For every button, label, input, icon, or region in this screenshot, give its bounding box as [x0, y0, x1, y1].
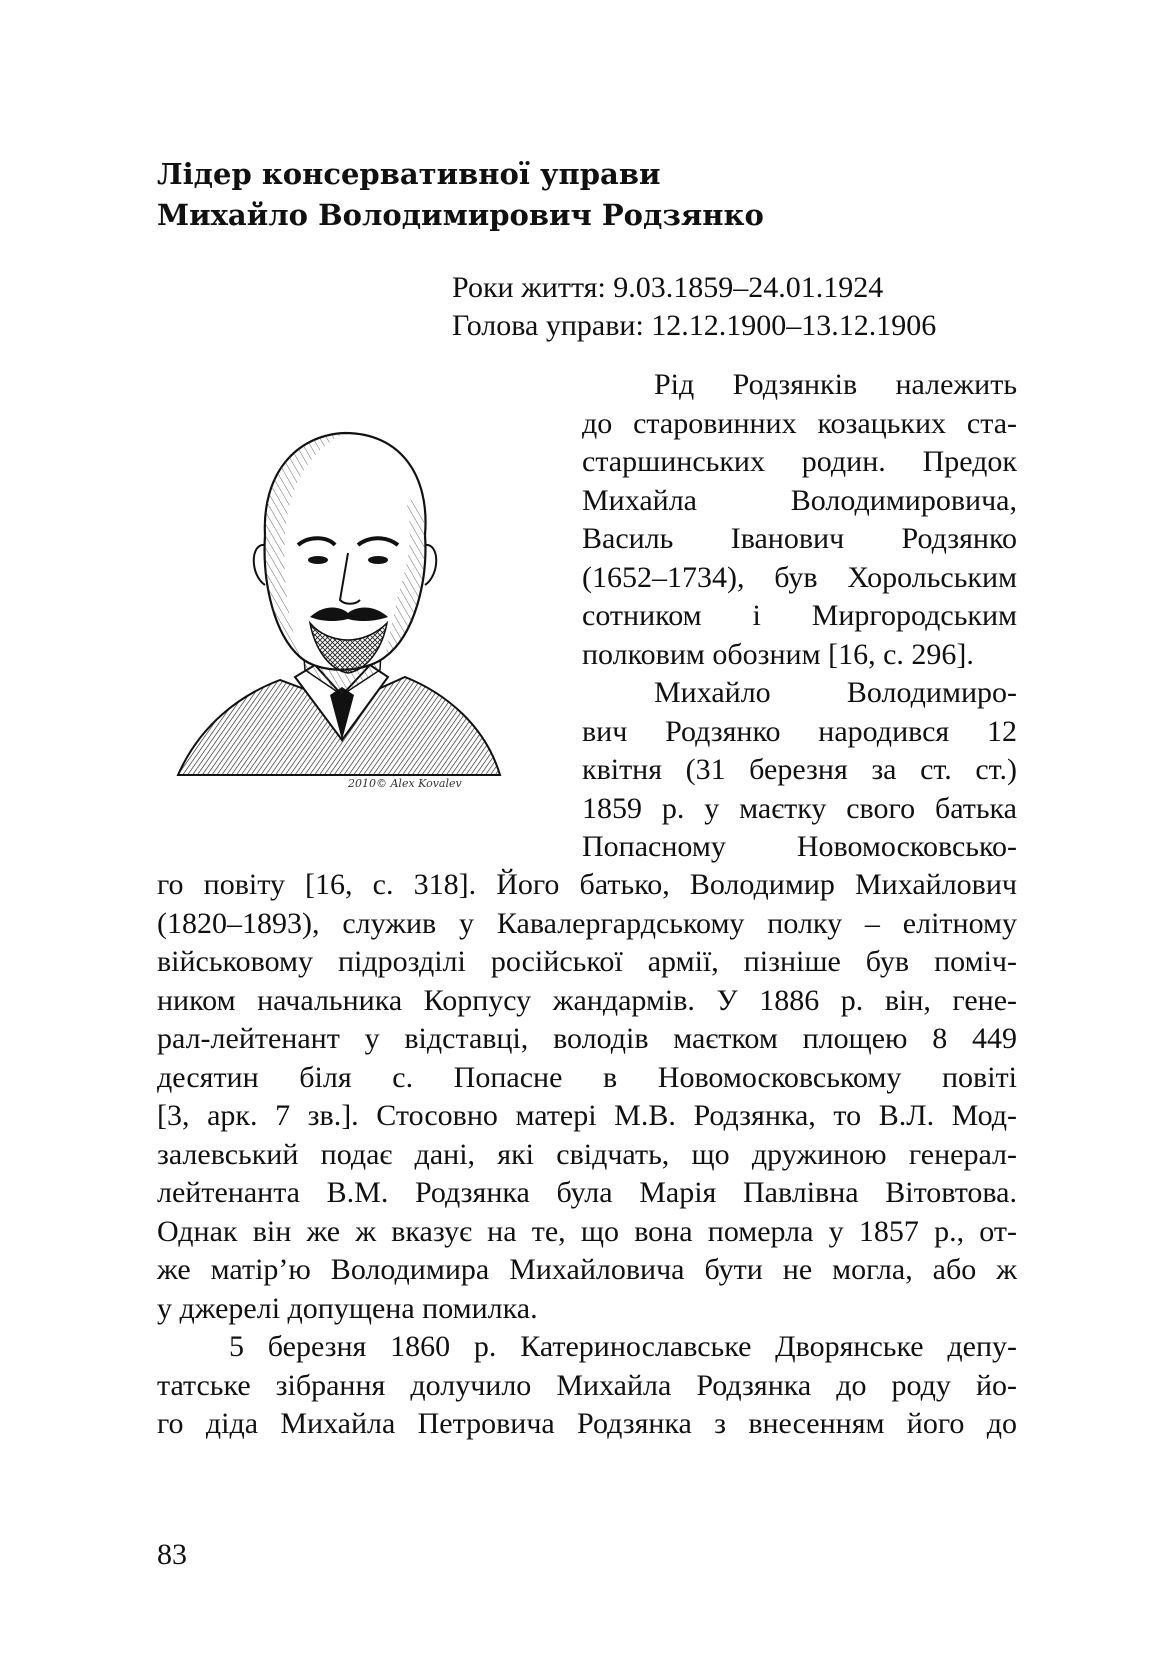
paragraph-2-side	[582, 674, 1017, 867]
text-line: же матір’ю Володимира Михайловича бути не могла, або ж	[157, 1253, 1017, 1286]
text-line: го діда Михайла Петровича Родзянка з внесенням його до	[157, 1407, 1017, 1440]
text-line: татське зібрання долучило Михайла Родзянка до роду йо-	[157, 1368, 1017, 1402]
title-line-2: Михайло Володимирович Родзянко	[157, 198, 764, 232]
text-line: залевський подає дані, які свідчать, що дружиною генерал-	[157, 1137, 1017, 1171]
portrait-drawing-icon	[170, 395, 512, 827]
title-line-1: Лідер консервативної управи	[157, 157, 661, 191]
text-line: до старовинних козацьких ста-	[582, 406, 1017, 440]
text-line: військовому підрозділі російської армії, пізніше був поміч-	[157, 945, 1017, 978]
text-line: Михайло Володимиро-	[654, 676, 1017, 709]
text-line: у джерелі допущена помилка.	[157, 1291, 538, 1325]
text-line: 1859 р. у маєтку свого батька	[582, 791, 1017, 825]
text-line: ником начальника Корпусу жандармів. У 1886 р. він, гене-	[157, 983, 1017, 1017]
portrait-signature: 2010© Alex Kovalev	[348, 777, 462, 790]
text-line: старшинських родин. Предок	[582, 445, 1017, 478]
page-title	[157, 154, 764, 236]
text-line: лейтенанта В.М. Родзянка була Марія Павлівна Вітовтова.	[157, 1176, 1017, 1209]
text-line: рал-лейтенант у відставці, володів маєтком площею 8 449	[157, 1022, 1017, 1055]
text-line: [3, арк. 7 зв.]. Стосовно матері М.В. Родзянка, то В.Л. Мод-	[157, 1099, 1017, 1132]
text-line: Михайла Володимировича,	[582, 483, 1017, 517]
text-line: го повіту [16, с. 318]. Його батько, Володимир Михайлович	[157, 868, 1017, 901]
text-line: квітня (31 березня за ст. ст.)	[582, 753, 1017, 786]
text-line: 5 березня 1860 р. Катеринославське Дворянське депу-	[229, 1330, 1017, 1363]
life-dates: Роки життя: 9.03.1859–24.01.1924	[452, 271, 884, 304]
text-line: полковим обозним [16, с. 296].	[582, 637, 974, 671]
paragraph-2-full	[157, 866, 1017, 1328]
paragraph-3	[157, 1328, 1017, 1444]
dates-block	[452, 269, 936, 345]
text-line: (1820–1893), служив у Кавалергардському полку – елітному	[157, 906, 1017, 940]
text-line: Василь Іванович Родзянко	[582, 522, 1017, 555]
text-line: вич Родзянко народився 12	[582, 714, 1017, 748]
text-line: Однак він же ж вказує на те, що вона померла у 1857 р., от-	[157, 1214, 1017, 1248]
text-line: Рід Родзянків належить	[654, 368, 1017, 401]
term-dates: Голова управи: 12.12.1900–13.12.1906	[452, 309, 937, 342]
paragraph-1	[582, 366, 1017, 674]
text-line: десятин біля с. Попасне в Новомосковському повіті	[157, 1060, 1017, 1094]
text-line: Попасному Новомосковсько-	[582, 830, 1017, 863]
text-line: (1652–1734), був Хорольським	[582, 560, 1017, 594]
text-line: сотником і Миргородським	[582, 599, 1017, 632]
page-number: 83	[157, 1538, 187, 1571]
portrait-image	[170, 395, 512, 827]
